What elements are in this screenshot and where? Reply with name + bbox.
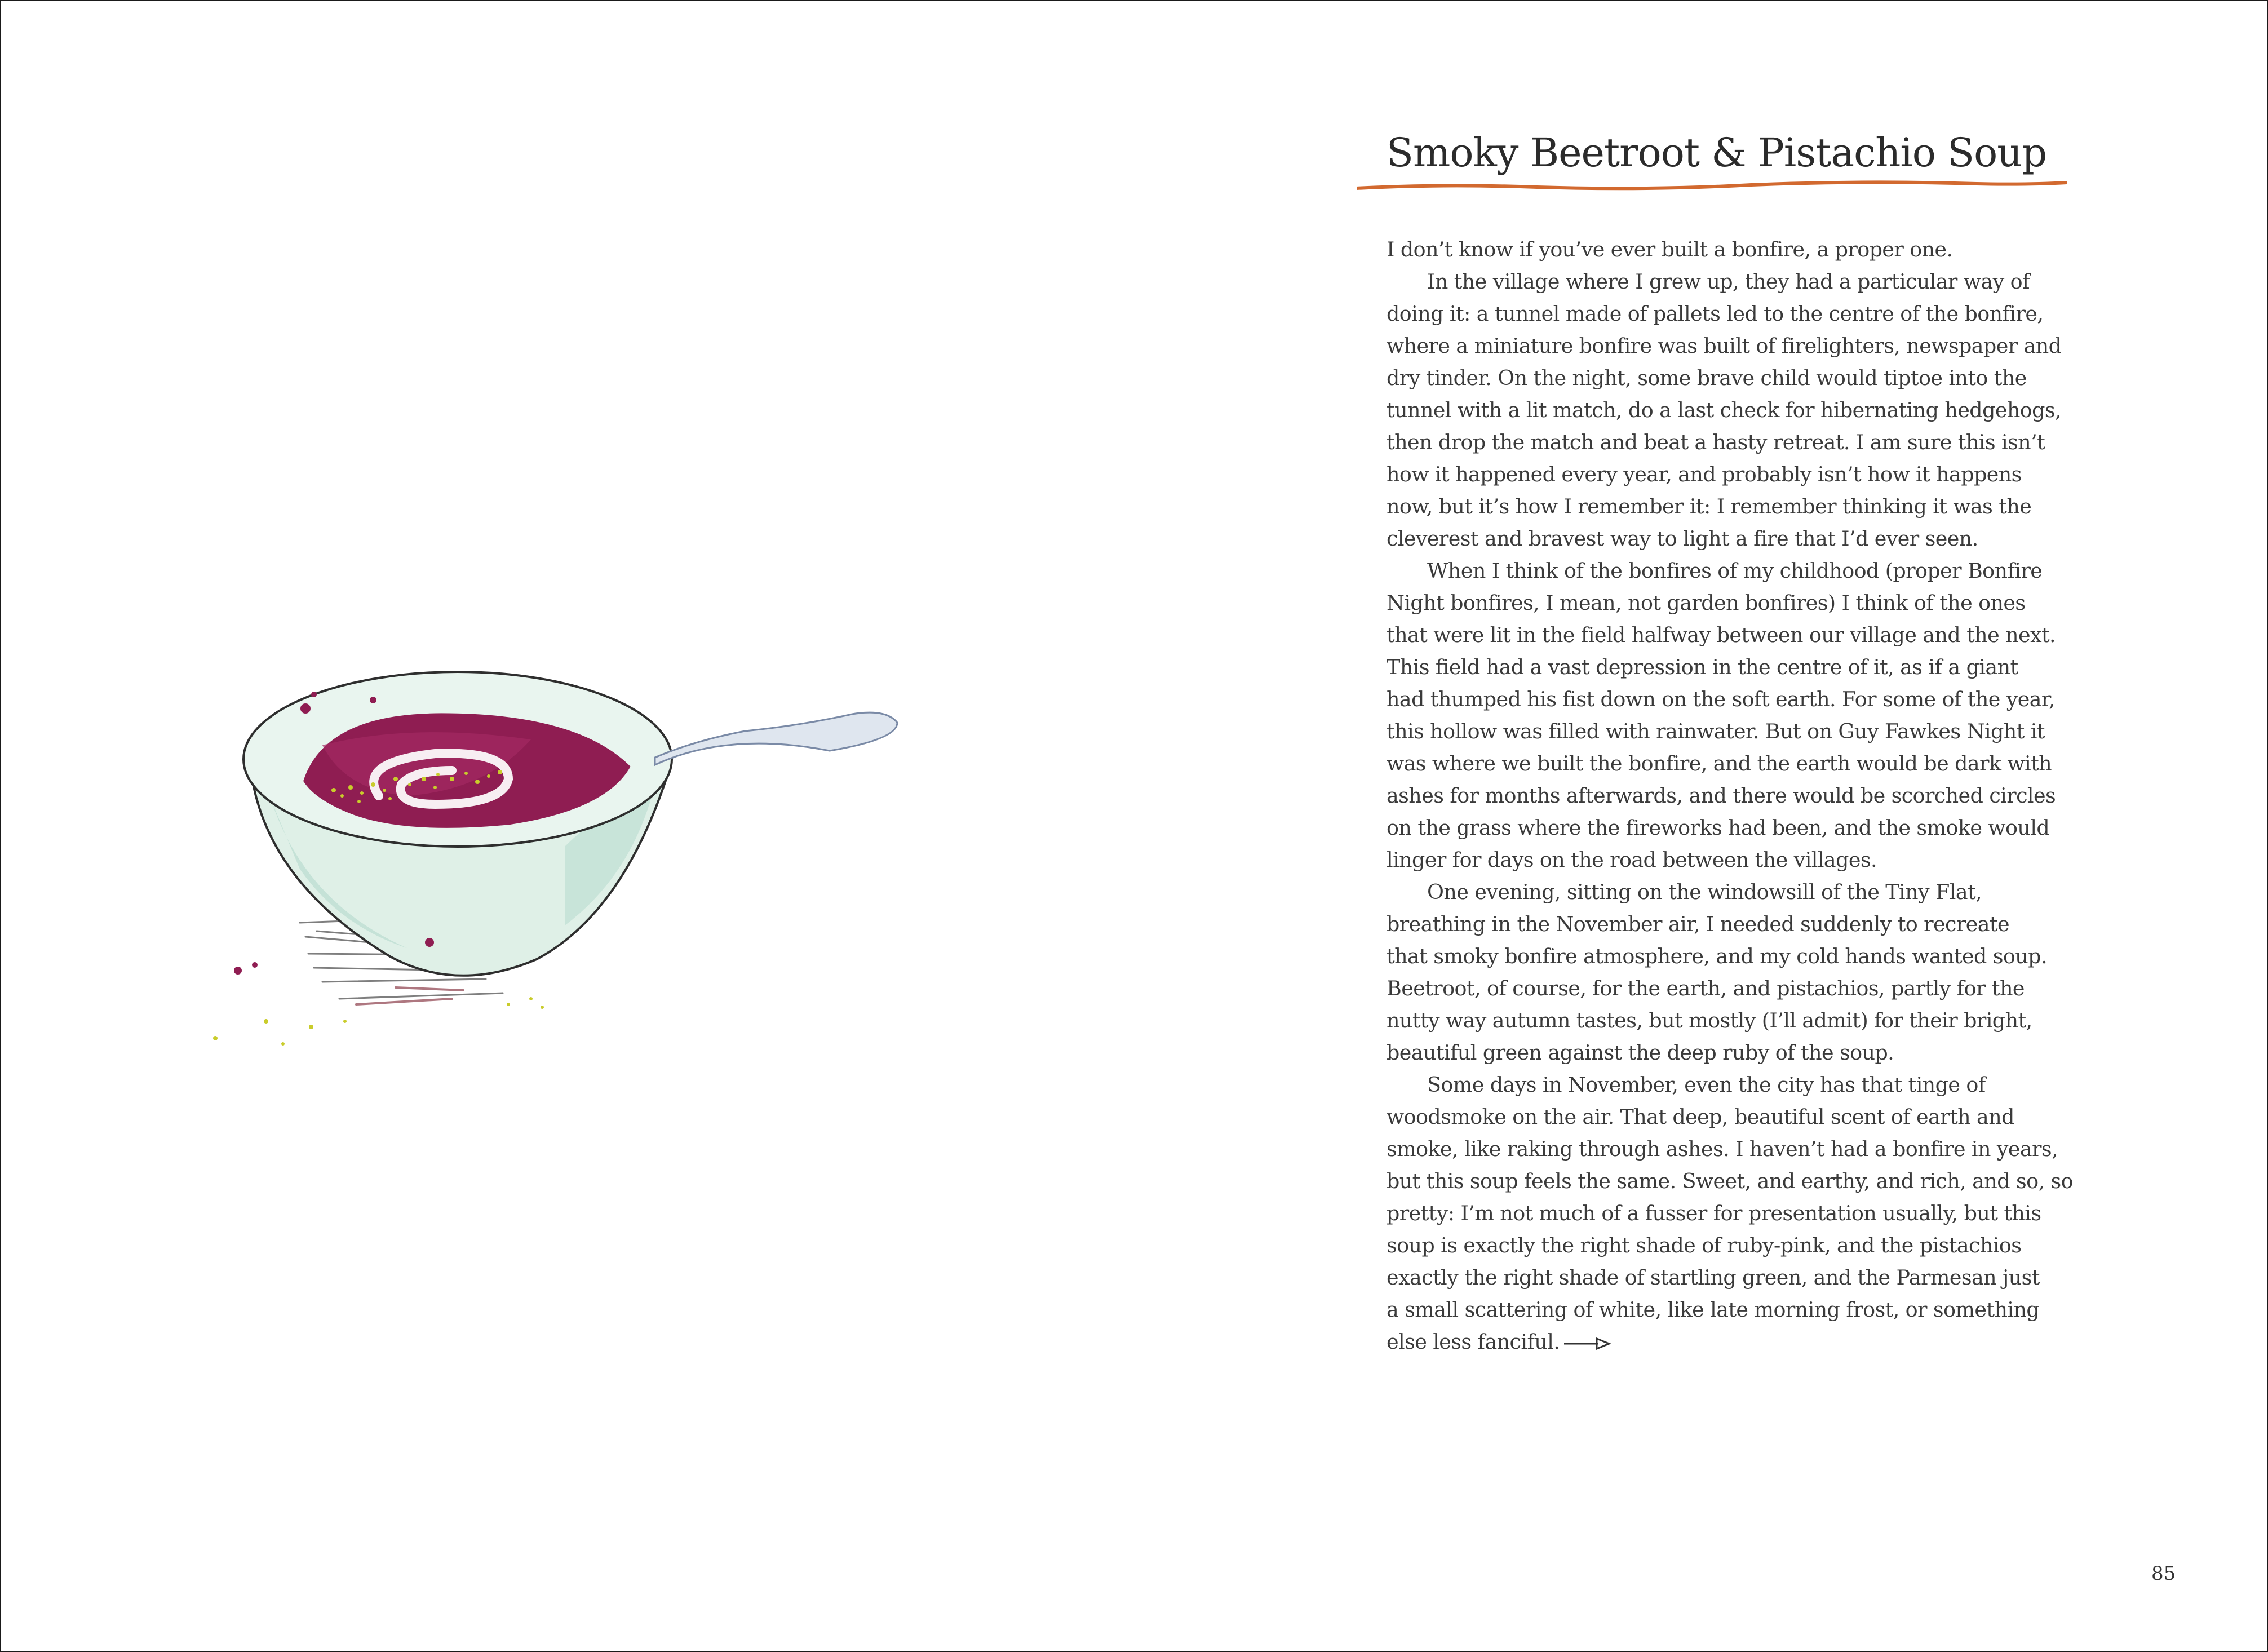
text-line: nutty way autumn tastes, but mostly (I’ll admit) for their bright, <box>1387 1008 2032 1033</box>
text-line: then drop the match and beat a hasty retreat. I am sure this isn’t <box>1387 430 2045 454</box>
text-line: that smoky bonfire atmosphere, and my cold hands wanted soup. <box>1387 944 2047 968</box>
text-line: dry tinder. On the night, some brave child would tiptoe into the <box>1387 366 2027 390</box>
text-line: In the village where I grew up, they had a particular way of <box>1427 269 2030 294</box>
title-underline <box>1357 177 2067 194</box>
text-line: that were lit in the field halfway between our village and the next. <box>1387 623 2056 647</box>
text-line: exactly the right shade of startling green, and the Parmesan just <box>1387 1265 2040 1290</box>
text-line: Night bonfires, I mean, not garden bonfires) I think of the ones <box>1387 591 2026 615</box>
text-line: soup is exactly the right shade of ruby-pink, and the pistachios <box>1387 1233 2022 1257</box>
text-line: smoke, like raking through ashes. I haven’t had a bonfire in years, <box>1387 1137 2058 1161</box>
text-line: a small scattering of white, like late morning frost, or something <box>1387 1297 2040 1322</box>
recipe-title: Smoky Beetroot & Pistachio Soup <box>1387 130 2047 176</box>
text-line: breathing in the November air, I needed suddenly to recreate <box>1387 912 2009 936</box>
text-line: was where we built the bonfire, and the earth would be dark with <box>1387 751 2052 776</box>
text-line: tunnel with a lit match, do a last check for hibernating hedgehogs, <box>1387 398 2062 422</box>
text-line: This field had a vast depression in the centre of it, as if a giant <box>1387 655 2018 679</box>
text-line: ashes for months afterwards, and there would be scorched circles <box>1387 783 2056 808</box>
text-line: When I think of the bonfires of my childhood (proper Bonfire <box>1427 559 2043 583</box>
text-line: this hollow was filled with rainwater. But on Guy Fawkes Night it <box>1387 719 2045 743</box>
text-line: beautiful green against the deep ruby of the soup. <box>1387 1040 1894 1065</box>
text-line: now, but it’s how I remember it: I remember thinking it was the <box>1387 494 2032 519</box>
text-line: but this soup feels the same. Sweet, and earthy, and rich, and so, so <box>1387 1169 2073 1193</box>
text-line: on the grass where the fireworks had been, and the smoke would <box>1387 816 2050 840</box>
left-page <box>1 1 1135 1651</box>
text-line: pretty: I’m not much of a fusser for presentation usually, but this <box>1387 1201 2041 1225</box>
beetroot-soup-bowl-icon <box>170 610 914 1106</box>
text-line: One evening, sitting on the windowsill of the Tiny Flat, <box>1427 880 1982 904</box>
text-line: cleverest and bravest way to light a fire that I’d ever seen. <box>1387 526 1978 551</box>
recipe-intro-text <box>1387 233 2073 1358</box>
text-line: doing it: a tunnel made of pallets led to the centre of the bonfire, <box>1387 302 2044 326</box>
arrow-right-icon <box>1563 1336 1611 1351</box>
text-line: I don’t know if you’ve ever built a bonfire, a proper one. <box>1387 237 1953 262</box>
text-line-last <box>1387 1326 2063 1358</box>
text-line: how it happened every year, and probably isn’t how it happens <box>1387 462 2022 486</box>
text-line: woodsmoke on the air. That deep, beautiful scent of earth and <box>1387 1105 2014 1129</box>
text-line: had thumped his fist down on the soft earth. For some of the year, <box>1387 687 2055 711</box>
text-line: Some days in November, even the city has that tinge of <box>1427 1073 1986 1097</box>
text-line: else less fanciful. <box>1387 1330 1560 1354</box>
text-line: Beetroot, of course, for the earth, and pistachios, partly for the <box>1387 976 2025 1000</box>
page-number: 85 <box>2151 1562 2176 1585</box>
text-line: linger for days on the road between the villages. <box>1387 848 1877 872</box>
text-line: where a miniature bonfire was built of firelighters, newspaper and <box>1387 334 2062 358</box>
